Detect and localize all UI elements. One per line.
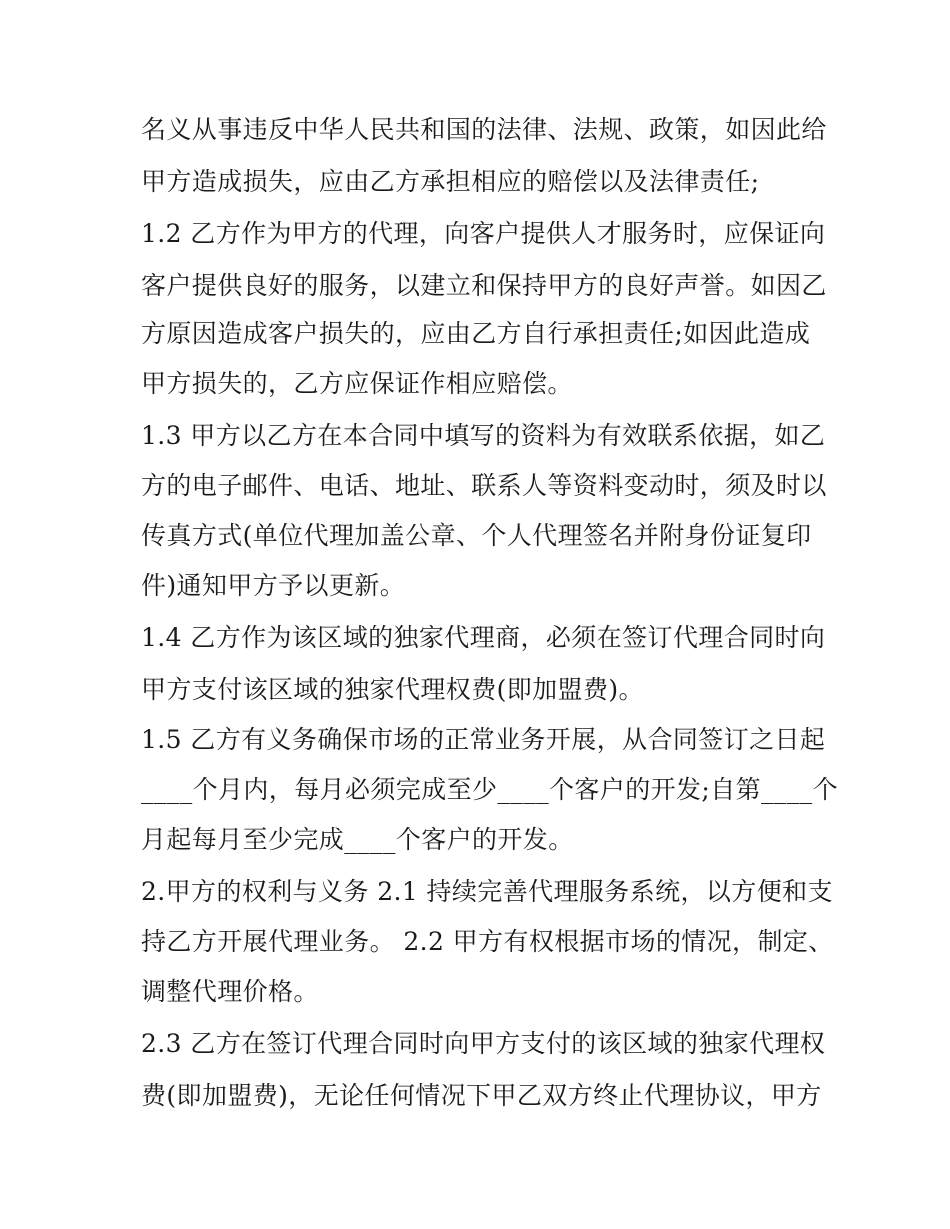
text-line: 2.甲方的权利与义务 2.1 持续完善代理服务系统，以方便和支 [141, 877, 833, 906]
text-line: 方的电子邮件、电话、地址、联系人等资料变动时，须及时以 [141, 471, 827, 500]
text-line: 甲方损失的，乙方应保证作相应赔偿。 [141, 369, 573, 398]
text-line: 费(即加盟费)，无论任何情况下甲乙双方终止代理协议，甲方 [141, 1081, 822, 1110]
text-line: 甲方造成损失，应由乙方承担相应的赔偿以及法律责任; [141, 167, 760, 196]
text-line: 调整代理价格。 [141, 977, 319, 1006]
text-line: 1.5 乙方有义务确保市场的正常业务开展，从合同签订之日起 [141, 725, 826, 754]
text-line: 方原因造成客户损失的，应由乙方自行承担责任;如因此造成 [141, 319, 811, 348]
text-line: 客户提供良好的服务，以建立和保持甲方的良好声誉。如因乙 [141, 271, 827, 300]
text-line: 月起每月至少完成____个客户的开发。 [141, 825, 574, 854]
text-line: 持乙方开展代理业务。 2.2 甲方有权根据市场的情况，制定、 [141, 927, 834, 956]
text-line: 2.3 乙方在签订代理合同时向甲方支付的该区域的独家代理权 [141, 1029, 826, 1058]
text-line: 传真方式(单位代理加盖公章、个人代理签名并附身份证复印 [141, 521, 812, 550]
text-line: 1.3 甲方以乙方在本合同中填写的资料为有效联系依据，如乙 [141, 421, 826, 450]
text-line: 1.4 乙方作为该区域的独家代理商，必须在签订代理合同时向 [141, 623, 826, 652]
text-line: 件)通知甲方予以更新。 [141, 571, 406, 600]
text-line: 名义从事违反中华人民共和国的法律、法规、政策，如因此给 [141, 115, 827, 144]
text-line: 1.2 乙方作为甲方的代理，向客户提供人才服务时，应保证向 [141, 219, 826, 248]
text-line: 甲方支付该区域的独家代理权费(即加盟费)。 [141, 675, 644, 704]
text-line: ____个月内，每月必须完成至少____个客户的开发;自第____个 [141, 775, 839, 804]
